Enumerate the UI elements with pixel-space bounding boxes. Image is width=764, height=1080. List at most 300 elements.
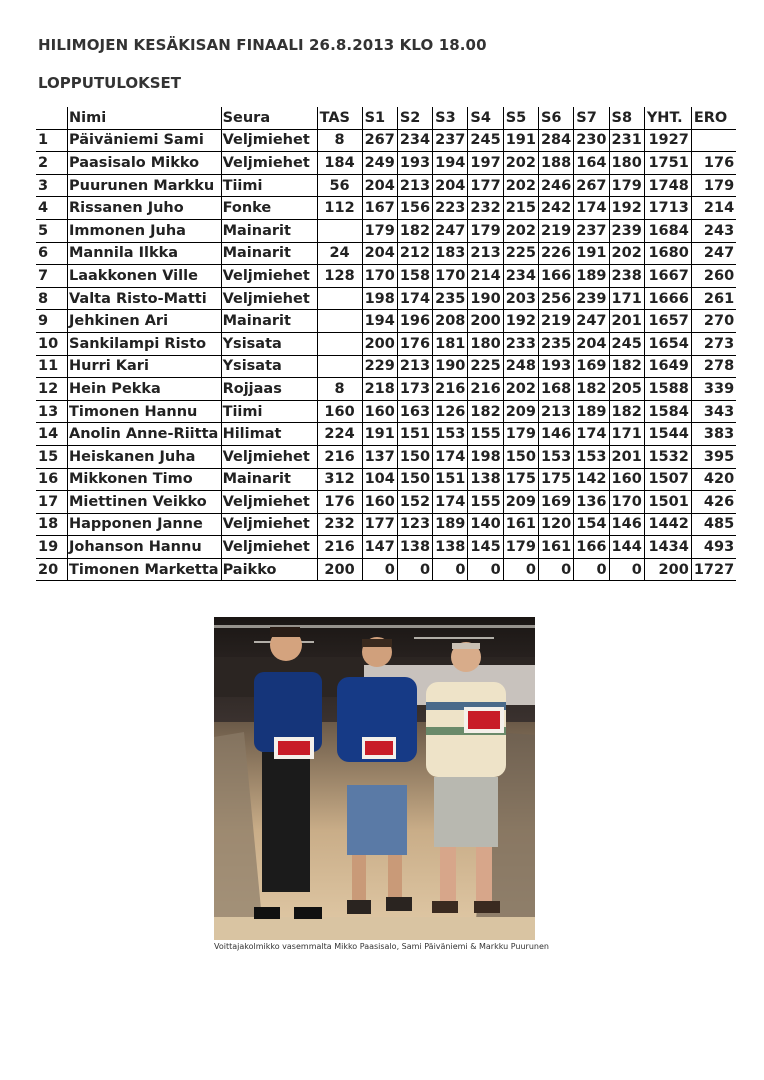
table-cell: 239: [609, 219, 644, 242]
table-cell: 24: [317, 242, 362, 265]
table-cell: Veljmiehet: [221, 265, 317, 288]
table-cell: 155: [468, 491, 503, 514]
table-cell: Ysisata: [221, 355, 317, 378]
table-cell: 202: [503, 378, 538, 401]
table-cell: 267: [362, 129, 397, 152]
table-cell: 152: [397, 491, 432, 514]
table-cell: 142: [574, 468, 609, 491]
table-cell: Timonen Marketta: [68, 558, 222, 581]
table-cell: 8: [317, 129, 362, 152]
table-cell: 174: [574, 423, 609, 446]
table-cell: 420: [691, 468, 736, 491]
table-cell: 219: [538, 310, 573, 333]
table-cell: 0: [609, 558, 644, 581]
table-row: [36, 265, 736, 288]
table-cell: 237: [433, 129, 468, 152]
table-cell: 201: [609, 310, 644, 333]
table-cell: 194: [433, 152, 468, 175]
table-cell: 182: [574, 378, 609, 401]
table-cell: 164: [574, 152, 609, 175]
table-cell: 1927: [644, 129, 691, 152]
table-cell: 246: [538, 174, 573, 197]
table-cell: 123: [397, 513, 432, 536]
column-header: [36, 107, 68, 129]
table-cell: 160: [362, 400, 397, 423]
table-cell: 176: [691, 152, 736, 175]
table-cell: 426: [691, 491, 736, 514]
table-cell: 245: [609, 332, 644, 355]
table-cell: 193: [397, 152, 432, 175]
table-cell: 209: [503, 491, 538, 514]
table-cell: Johanson Hannu: [68, 536, 222, 559]
table-cell: 179: [691, 174, 736, 197]
table-cell: 150: [397, 468, 432, 491]
table-cell: 234: [397, 129, 432, 152]
table-cell: 163: [397, 400, 432, 423]
table-cell: 213: [468, 242, 503, 265]
table-cell: 161: [503, 513, 538, 536]
table-cell: 177: [468, 174, 503, 197]
table-cell: 224: [317, 423, 362, 446]
table-cell: 20: [36, 558, 68, 581]
table-cell: Hilimat: [221, 423, 317, 446]
column-header: S1: [362, 107, 397, 129]
table-cell: 202: [503, 174, 538, 197]
table-cell: 11: [36, 355, 68, 378]
table-cell: Heiskanen Juha: [68, 445, 222, 468]
table-cell: 249: [362, 152, 397, 175]
table-row: [36, 310, 736, 333]
table-cell: 200: [362, 332, 397, 355]
table-cell: 120: [538, 513, 573, 536]
table-cell: 182: [468, 400, 503, 423]
table-cell: [317, 310, 362, 333]
table-cell: 175: [503, 468, 538, 491]
table-cell: 151: [397, 423, 432, 446]
column-header: S2: [397, 107, 432, 129]
table-cell: 182: [609, 355, 644, 378]
table-cell: Valta Risto-Matti: [68, 287, 222, 310]
table-cell: Rissanen Juho: [68, 197, 222, 220]
table-cell: 180: [468, 332, 503, 355]
table-cell: 204: [362, 242, 397, 265]
table-cell: 173: [397, 378, 432, 401]
column-header: S3: [433, 107, 468, 129]
table-row: [36, 129, 736, 152]
table-cell: 1532: [644, 445, 691, 468]
table-cell: 233: [503, 332, 538, 355]
table-cell: 247: [433, 219, 468, 242]
table-cell: 212: [397, 242, 432, 265]
table-cell: 170: [433, 265, 468, 288]
table-cell: 270: [691, 310, 736, 333]
table-cell: 189: [433, 513, 468, 536]
table-cell: 145: [468, 536, 503, 559]
table-cell: 12: [36, 378, 68, 401]
table-row: [36, 152, 736, 175]
table-cell: 0: [397, 558, 432, 581]
table-cell: 137: [362, 445, 397, 468]
table-cell: 1544: [644, 423, 691, 446]
column-header: ERO: [691, 107, 736, 129]
table-row: [36, 219, 736, 242]
table-cell: Veljmiehet: [221, 536, 317, 559]
table-cell: 176: [397, 332, 432, 355]
table-cell: 215: [503, 197, 538, 220]
table-cell: 235: [538, 332, 573, 355]
table-cell: 200: [644, 558, 691, 581]
table-cell: Veljmiehet: [221, 152, 317, 175]
results-table: [36, 107, 736, 581]
table-cell: 1657: [644, 310, 691, 333]
table-cell: 180: [609, 152, 644, 175]
table-cell: Mikkonen Timo: [68, 468, 222, 491]
table-cell: Paikko: [221, 558, 317, 581]
table-cell: 18: [36, 513, 68, 536]
table-cell: 150: [503, 445, 538, 468]
table-cell: 14: [36, 423, 68, 446]
table-cell: Mainarit: [221, 468, 317, 491]
table-cell: [691, 129, 736, 152]
table-cell: Veljmiehet: [221, 491, 317, 514]
table-cell: 151: [433, 468, 468, 491]
table-cell: 383: [691, 423, 736, 446]
table-cell: 193: [538, 355, 573, 378]
table-cell: Hurri Kari: [68, 355, 222, 378]
table-cell: 166: [574, 536, 609, 559]
table-cell: 160: [362, 491, 397, 514]
table-cell: 160: [609, 468, 644, 491]
table-cell: 166: [538, 265, 573, 288]
table-cell: 189: [574, 400, 609, 423]
column-header: TAS: [317, 107, 362, 129]
table-cell: 1442: [644, 513, 691, 536]
column-header: S6: [538, 107, 573, 129]
table-cell: 13: [36, 400, 68, 423]
table-row: [36, 174, 736, 197]
table-cell: 200: [317, 558, 362, 581]
table-row: [36, 400, 736, 423]
table-cell: 170: [362, 265, 397, 288]
table-cell: 213: [538, 400, 573, 423]
table-cell: 230: [574, 129, 609, 152]
table-cell: 237: [574, 219, 609, 242]
table-cell: 194: [362, 310, 397, 333]
table-cell: 284: [538, 129, 573, 152]
table-cell: 167: [362, 197, 397, 220]
table-row: [36, 468, 736, 491]
results-subtitle: LOPPUTULOKSET: [38, 74, 182, 92]
table-cell: 10: [36, 332, 68, 355]
table-cell: 1751: [644, 152, 691, 175]
table-cell: Ysisata: [221, 332, 317, 355]
table-cell: 0: [503, 558, 538, 581]
table-cell: 229: [362, 355, 397, 378]
table-cell: 256: [538, 287, 573, 310]
table-cell: 1666: [644, 287, 691, 310]
table-cell: 16: [36, 468, 68, 491]
table-cell: 219: [538, 219, 573, 242]
table-cell: 485: [691, 513, 736, 536]
table-cell: 155: [468, 423, 503, 446]
table-cell: 188: [538, 152, 573, 175]
table-cell: 5: [36, 219, 68, 242]
table-cell: 169: [538, 491, 573, 514]
table-cell: 156: [397, 197, 432, 220]
table-row: [36, 536, 736, 559]
table-cell: Anolin Anne-Riitta: [68, 423, 222, 446]
table-header-row: [36, 107, 736, 129]
table-cell: 231: [609, 129, 644, 152]
table-cell: 158: [397, 265, 432, 288]
table-cell: 7: [36, 265, 68, 288]
table-cell: 234: [503, 265, 538, 288]
table-cell: 1588: [644, 378, 691, 401]
table-cell: 179: [609, 174, 644, 197]
table-cell: 174: [397, 287, 432, 310]
table-cell: 170: [609, 491, 644, 514]
table-cell: 1654: [644, 332, 691, 355]
table-cell: 242: [538, 197, 573, 220]
table-cell: 226: [538, 242, 573, 265]
table-cell: 204: [574, 332, 609, 355]
table-cell: 395: [691, 445, 736, 468]
table-cell: 1713: [644, 197, 691, 220]
table-cell: 260: [691, 265, 736, 288]
table-cell: Veljmiehet: [221, 445, 317, 468]
table-cell: Laakkonen Ville: [68, 265, 222, 288]
table-cell: Päiväniemi Sami: [68, 129, 222, 152]
table-cell: 179: [503, 536, 538, 559]
table-row: [36, 378, 736, 401]
table-cell: Paasisalo Mikko: [68, 152, 222, 175]
table-cell: 493: [691, 536, 736, 559]
table-cell: 112: [317, 197, 362, 220]
table-cell: 216: [433, 378, 468, 401]
table-cell: 168: [538, 378, 573, 401]
table-cell: 146: [538, 423, 573, 446]
table-cell: 1684: [644, 219, 691, 242]
table-cell: 1649: [644, 355, 691, 378]
photo-caption: Voittajakolmikko vasemmalta Mikko Paasisalo, Sami Päiväniemi & Markku Puurunen: [214, 942, 549, 951]
table-cell: 153: [538, 445, 573, 468]
table-row: [36, 423, 736, 446]
table-cell: 214: [691, 197, 736, 220]
table-cell: 204: [433, 174, 468, 197]
table-cell: 177: [362, 513, 397, 536]
table-cell: Veljmiehet: [221, 129, 317, 152]
table-cell: 1584: [644, 400, 691, 423]
table-cell: Fonke: [221, 197, 317, 220]
table-cell: 175: [538, 468, 573, 491]
table-cell: 144: [609, 536, 644, 559]
table-cell: 261: [691, 287, 736, 310]
table-cell: 267: [574, 174, 609, 197]
table-cell: Happonen Janne: [68, 513, 222, 536]
table-cell: 104: [362, 468, 397, 491]
table-cell: 147: [362, 536, 397, 559]
table-cell: 239: [574, 287, 609, 310]
table-row: [36, 558, 736, 581]
table-cell: 17: [36, 491, 68, 514]
table-cell: 56: [317, 174, 362, 197]
table-cell: 171: [609, 423, 644, 446]
table-cell: Mainarit: [221, 219, 317, 242]
column-header: S8: [609, 107, 644, 129]
table-cell: 179: [503, 423, 538, 446]
table-cell: 0: [362, 558, 397, 581]
table-cell: 136: [574, 491, 609, 514]
table-cell: 138: [433, 536, 468, 559]
table-cell: 205: [609, 378, 644, 401]
page-title: HILIMOJEN KESÄKISAN FINAALI 26.8.2013 KLO 18.00: [38, 36, 487, 54]
table-cell: 1748: [644, 174, 691, 197]
table-cell: 204: [362, 174, 397, 197]
table-body: [36, 129, 736, 581]
table-cell: 153: [433, 423, 468, 446]
table-cell: 0: [538, 558, 573, 581]
table-cell: 0: [574, 558, 609, 581]
table-cell: [317, 287, 362, 310]
table-cell: 278: [691, 355, 736, 378]
table-row: [36, 445, 736, 468]
column-header: YHT.: [644, 107, 691, 129]
column-header: S4: [468, 107, 503, 129]
column-header: S7: [574, 107, 609, 129]
table-cell: 126: [433, 400, 468, 423]
table-cell: 9: [36, 310, 68, 333]
table-cell: 225: [468, 355, 503, 378]
table-cell: 161: [538, 536, 573, 559]
table-row: [36, 197, 736, 220]
table-cell: 245: [468, 129, 503, 152]
table-cell: 190: [468, 287, 503, 310]
table-cell: 232: [468, 197, 503, 220]
table-row: [36, 287, 736, 310]
table-cell: 223: [433, 197, 468, 220]
table-cell: [317, 332, 362, 355]
column-header: Nimi: [68, 107, 222, 129]
table-cell: 1727: [691, 558, 736, 581]
table-cell: Puurunen Markku: [68, 174, 222, 197]
table-row: [36, 513, 736, 536]
table-cell: 191: [362, 423, 397, 446]
table-cell: 198: [362, 287, 397, 310]
table-cell: 214: [468, 265, 503, 288]
table-cell: 8: [36, 287, 68, 310]
table-cell: Veljmiehet: [221, 287, 317, 310]
table-cell: Timonen Hannu: [68, 400, 222, 423]
table-cell: 140: [468, 513, 503, 536]
table-cell: 198: [468, 445, 503, 468]
table-cell: 209: [503, 400, 538, 423]
table-cell: 179: [468, 219, 503, 242]
table-cell: 4: [36, 197, 68, 220]
table-cell: 202: [503, 152, 538, 175]
table-cell: Mannila Ilkka: [68, 242, 222, 265]
table-cell: 171: [609, 287, 644, 310]
table-cell: 181: [433, 332, 468, 355]
table-cell: 1: [36, 129, 68, 152]
table-cell: 169: [574, 355, 609, 378]
table-row: [36, 332, 736, 355]
table-cell: 2: [36, 152, 68, 175]
winners-photo: [214, 617, 535, 940]
table-cell: Jehkinen Ari: [68, 310, 222, 333]
table-cell: 179: [362, 219, 397, 242]
table-cell: 183: [433, 242, 468, 265]
table-row: [36, 242, 736, 265]
table-cell: 0: [433, 558, 468, 581]
table-cell: 197: [468, 152, 503, 175]
table-cell: 343: [691, 400, 736, 423]
bowling-alley-photo: [214, 617, 535, 940]
table-cell: 213: [397, 355, 432, 378]
table-cell: 19: [36, 536, 68, 559]
table-cell: 1680: [644, 242, 691, 265]
table-cell: [317, 355, 362, 378]
table-cell: Miettinen Veikko: [68, 491, 222, 514]
table-cell: Tiimi: [221, 400, 317, 423]
table-cell: 138: [397, 536, 432, 559]
table-cell: Sankilampi Risto: [68, 332, 222, 355]
table-cell: 225: [503, 242, 538, 265]
table-cell: 191: [503, 129, 538, 152]
table-cell: 238: [609, 265, 644, 288]
table-cell: 0: [468, 558, 503, 581]
table-cell: 200: [468, 310, 503, 333]
table-cell: 273: [691, 332, 736, 355]
table-cell: 189: [574, 265, 609, 288]
table-cell: 243: [691, 219, 736, 242]
table-row: [36, 491, 736, 514]
table-row: [36, 355, 736, 378]
table-cell: 248: [503, 355, 538, 378]
table-cell: Immonen Juha: [68, 219, 222, 242]
table-cell: 154: [574, 513, 609, 536]
table-cell: 160: [317, 400, 362, 423]
table-cell: 182: [609, 400, 644, 423]
table-cell: 218: [362, 378, 397, 401]
table-cell: 202: [503, 219, 538, 242]
table-cell: 174: [433, 445, 468, 468]
table-cell: Veljmiehet: [221, 513, 317, 536]
table-cell: 1507: [644, 468, 691, 491]
table-cell: 150: [397, 445, 432, 468]
table-cell: 146: [609, 513, 644, 536]
table-cell: 192: [609, 197, 644, 220]
table-cell: 203: [503, 287, 538, 310]
table-cell: 176: [317, 491, 362, 514]
table-cell: 1667: [644, 265, 691, 288]
table-cell: 138: [468, 468, 503, 491]
table-cell: 184: [317, 152, 362, 175]
table-cell: Mainarit: [221, 310, 317, 333]
table-cell: 208: [433, 310, 468, 333]
table-cell: 213: [397, 174, 432, 197]
table-cell: 190: [433, 355, 468, 378]
table-cell: 174: [433, 491, 468, 514]
table-cell: 247: [691, 242, 736, 265]
table-cell: 196: [397, 310, 432, 333]
table-cell: Tiimi: [221, 174, 317, 197]
table-cell: 153: [574, 445, 609, 468]
table-cell: 339: [691, 378, 736, 401]
table-cell: 247: [574, 310, 609, 333]
table-cell: 235: [433, 287, 468, 310]
table-cell: 1501: [644, 491, 691, 514]
table-cell: 6: [36, 242, 68, 265]
